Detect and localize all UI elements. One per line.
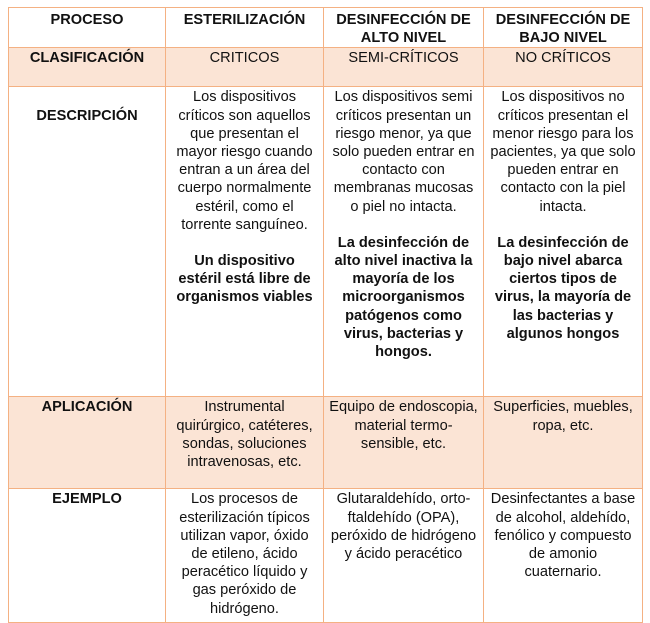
descripcion-alto-nivel-bold: La desinfección de alto nivel inactiva la mayoría de los microorganismos patógenos como virus, bacterias y hongos.	[334, 234, 473, 361]
cell-ejemplo-bajo-nivel: Desinfectantes a base de alcohol, aldehído, fenólico y compuesto de amonio cuaternario.	[484, 489, 643, 623]
descripcion-alto-nivel-text: Los dispositivos semi críticos presentan un riesgo menor, ya que solo pueden entrar en contacto con membranas mucosas o piel no intacta.	[332, 89, 475, 215]
descripcion-bajo-nivel-bold: La desinfección de bajo nivel abarca ciertos tipos de virus, la mayoría de las bacterias y algunos hongos	[494, 234, 632, 342]
cell-aplicacion-alto-nivel: Equipo de endoscopia, material termo-sensible, etc.	[324, 397, 484, 489]
cell-ejemplo-alto-nivel: Glutaraldehído, orto-ftaldehído (OPA), peróxido de hidrógeno y ácido peracético	[324, 489, 484, 623]
cell-ejemplo-esterilizacion: Los procesos de esterilización típicos utilizan vapor, óxido de etileno, ácido peracético líquido y gas peróxido de hidrógeno.	[166, 489, 324, 623]
descripcion-esterilizacion-text: Los dispositivos críticos son aquellos que presentan el mayor riesgo cuando entran a un área del cuerpo normalmente estéril, como el torrente sanguíneo.	[176, 89, 313, 233]
descripcion-bajo-nivel-text: Los dispositivos no críticos presentan el menor riesgo para los pacientes, ya que solo pueden entrar en contacto con la piel intacta.	[490, 89, 636, 215]
row-clasificacion	[9, 48, 643, 87]
header-bajo-nivel: DESINFECCIÓN DE BAJO NIVEL	[484, 8, 643, 48]
header-proceso: PROCESO	[9, 8, 166, 48]
header-alto-nivel: DESINFECCIÓN DE ALTO NIVEL	[324, 8, 484, 48]
row-label-ejemplo: EJEMPLO	[9, 489, 166, 623]
descripcion-esterilizacion-bold: Un dispositivo estéril está libre de organismos viables	[176, 253, 313, 306]
row-ejemplo	[9, 489, 643, 623]
cell-descripcion-bajo-nivel	[484, 87, 643, 397]
cell-clasificacion-bajo-nivel: NO CRÍTICOS	[484, 48, 643, 87]
cell-descripcion-esterilizacion	[166, 87, 324, 397]
cell-clasificacion-esterilizacion: CRITICOS	[166, 48, 324, 87]
cell-descripcion-alto-nivel	[324, 87, 484, 397]
header-row	[9, 8, 643, 48]
cell-aplicacion-esterilizacion: Instrumental quirúrgico, catéteres, sondas, soluciones intravenosas, etc.	[166, 397, 324, 489]
cell-clasificacion-alto-nivel: SEMI-CRÍTICOS	[324, 48, 484, 87]
row-label-aplicacion: APLICACIÓN	[9, 397, 166, 489]
header-esterilizacion: ESTERILIZACIÓN	[166, 8, 324, 48]
comparison-table	[8, 7, 643, 623]
row-aplicacion	[9, 397, 643, 489]
row-descripcion	[9, 87, 643, 397]
cell-aplicacion-bajo-nivel: Superficies, muebles, ropa, etc.	[484, 397, 643, 489]
row-label-descripcion: DESCRIPCIÓN	[9, 87, 166, 397]
row-label-clasificacion: CLASIFICACIÓN	[9, 48, 166, 87]
